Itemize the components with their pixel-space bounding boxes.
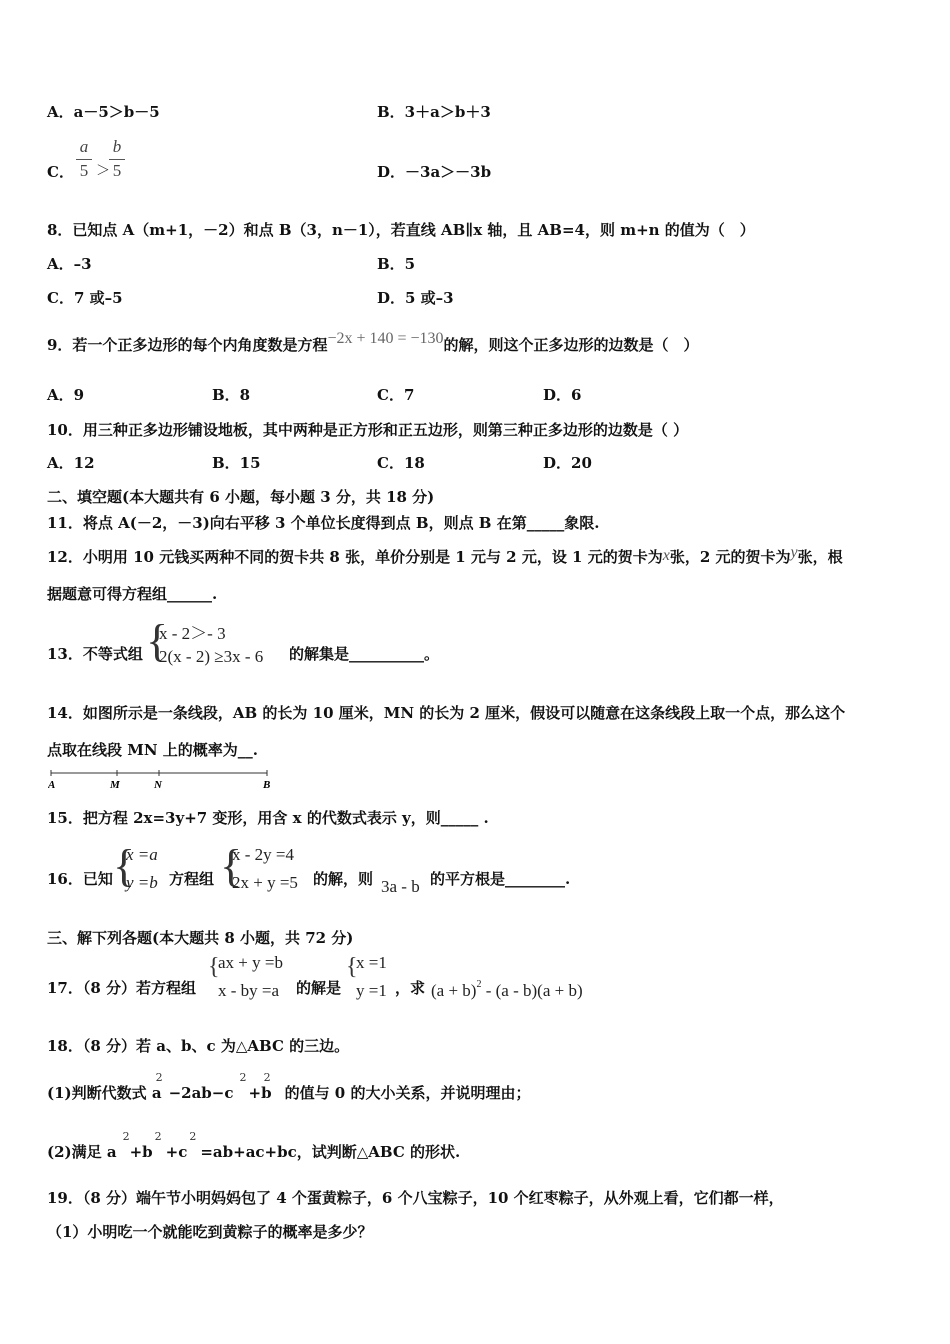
q17-sys1-eq1: ax + y =b [218, 953, 283, 972]
q7-c-numerator-1: a [79, 137, 89, 156]
q17-sys2-eq1: x =1 [356, 953, 387, 972]
q16-brace-1: { [113, 840, 136, 891]
q7-option-a: A．a－5＞b－5 [47, 103, 160, 121]
q18-p2-d: =ab+ac+bc，试判断△ABC 的形状. [200, 1143, 461, 1161]
q9-option-c: C．7 [377, 386, 415, 404]
q16-sys1-eq1: x =a [126, 845, 158, 864]
q18-p1-b: −2ab−c [168, 1084, 234, 1102]
q18-p1-a: (1)判断代数式 a [47, 1084, 162, 1102]
q16-sys1-eq2: y =b [126, 873, 158, 892]
q10-option-d: D．20 [543, 454, 592, 472]
q13-label: 13．不等式组 [47, 645, 143, 663]
q16-brace-2: { [220, 840, 243, 891]
q7-option-c-label: C． [47, 163, 74, 181]
q14-label-a: A [48, 779, 56, 790]
q15-stem: 15．把方程 2x=3y+7 变形，用含 x 的代数式表示 y，则_____ . [47, 809, 489, 827]
q12-line-1 [47, 544, 843, 568]
q7-c-operator: ＞ [96, 164, 110, 179]
q18-p1-d: 的值与 0 的大小关系，并说明理由； [284, 1084, 531, 1102]
q14-segment-figure [48, 768, 270, 790]
q19-part-1: （1）小明吃一个就能吃到黄粽子的概率是多少？ [47, 1223, 373, 1241]
q9-equation: −2x + 140 = −130 [327, 330, 444, 347]
q18-p1-c: +b [248, 1084, 272, 1102]
q16-mid: 方程组 [169, 870, 215, 888]
q9-option-d: D．6 [543, 386, 582, 404]
q17-expr-sup: 2 [476, 979, 482, 990]
q14-label-n: N [154, 779, 162, 790]
q18-p2-sup-2: 2 [154, 1130, 162, 1143]
q10-stem: 10．用三种正多边形铺设地板，其中两种是正方形和正五边形，则第三种正多边形的边数是（ ） [47, 421, 689, 439]
q8-option-a: A．–3 [47, 255, 92, 273]
q13-tail: 的解集是__________。 [289, 645, 440, 663]
q14-label-b: B [263, 779, 270, 790]
q17-expr-1: (a + b) [431, 981, 477, 1000]
q16-label: 16．已知 [47, 870, 113, 888]
q18-p2-sup-3: 2 [189, 1130, 197, 1143]
q12-line-2: 据题意可得方程组______. [47, 585, 218, 603]
q13-eq-2: 2(x - 2) ≥3x - 6 [159, 647, 264, 666]
q14-line-1: 14．如图所示是一条线段，AB 的长为 10 厘米，MN 的长为 2 厘米，假设可以随意在这条线段上取一个点，那么这个 [47, 704, 846, 722]
q12-var-x: x [662, 547, 670, 564]
q10-option-c: C．18 [377, 454, 425, 472]
q9-option-b: B．8 [212, 386, 251, 404]
q17-expr-2: - (a - b)(a + b) [481, 981, 583, 1000]
q17-brace-2: { [346, 954, 358, 980]
q16-mid-2: 的解，则 [313, 870, 374, 888]
q18-p2-b: +b [129, 1143, 153, 1161]
q12-line-1-a: 12．小明用 10 元钱买两种不同的贺卡共 8 张，单价分别是 1 元与 2 元，设 1 元的贺卡为 [47, 548, 663, 566]
q17-mid-2: ，求 [395, 979, 426, 997]
q14-segment-svg [48, 768, 270, 790]
section-3-heading: 三、解下列各题(本大题共 8 小题，共 72 分) [47, 929, 354, 947]
q18-p2-sup-1: 2 [122, 1130, 130, 1143]
q17-sys2-eq2: y =1 [356, 981, 387, 1000]
q7-c-fraction-bar-1 [76, 159, 92, 160]
q7-c-fraction-bar-2 [109, 159, 125, 160]
q17-expr [431, 981, 583, 1001]
q8-option-c: C．7 或–5 [47, 289, 123, 307]
q18-part-1 [47, 1071, 531, 1105]
q18-p1-sup-3: 2 [263, 1071, 271, 1084]
q7-option-b: B．3＋a＞b＋3 [377, 103, 491, 121]
q8-stem: 8．已知点 A（m+1，－2）和点 B（3，n－1），若直线 AB∥x 轴，且 AB=4，则 m+n 的值为（ ） [47, 221, 755, 239]
q17-mid: 的解是 [296, 979, 342, 997]
q7-c-denominator-2: 5 [112, 161, 122, 180]
q16-tail: 的平方根是________. [430, 870, 571, 888]
q7-option-d: D．－3a＞－3b [377, 163, 492, 181]
q9-stem [47, 330, 699, 356]
q9-option-a: A．9 [47, 386, 85, 404]
q7-c-numerator-2: b [112, 137, 122, 156]
q12-var-y: y [790, 544, 798, 561]
q16-sys2-eq2: 2x + y =5 [232, 873, 298, 892]
q12-line-1-c: 张，根 [797, 548, 843, 566]
section-2-heading: 二、填空题(本大题共有 6 小题，每小题 3 分，共 18 分) [47, 488, 435, 506]
q18-p2-a: (2)满足 a [47, 1143, 117, 1161]
q17-label: 17．（8 分）若方程组 [47, 979, 197, 997]
q8-option-d: D．5 或–3 [377, 289, 454, 307]
q14-line-2: 点取在线段 MN 上的概率为__. [47, 741, 258, 759]
q11-stem: 11．将点 A(－2，－3)向右平移 3 个单位长度得到点 B，则点 B 在第_____象限. [47, 514, 600, 532]
q18-p1-sup-2: 2 [239, 1071, 247, 1084]
q18-p2-c: +c [165, 1143, 188, 1161]
q19-stem: 19．（8 分）端午节小明妈妈包了 4 个蛋黄粽子，6 个八宝粽子，10 个红枣粽子，从外观上看，它们都一样， [47, 1189, 784, 1207]
q10-option-a: A．12 [47, 454, 95, 472]
q18-p1-sup-1: 2 [155, 1071, 163, 1084]
q16-sys2-eq1: x - 2y =4 [232, 845, 294, 864]
q13-eq-1: x - 2＞- 3 [159, 624, 226, 643]
q8-option-b: B．5 [377, 255, 416, 273]
q9-stem-suffix: 的解，则这个正多边形的边数是（ ） [443, 336, 699, 354]
q16-expr: 3a - b [381, 877, 420, 896]
q10-option-b: B．15 [212, 454, 261, 472]
q9-stem-prefix: 9．若一个正多边形的每个内角度数是方程 [47, 336, 328, 354]
q12-line-1-b: 张，2 元的贺卡为 [669, 548, 791, 566]
q18-stem: 18．（8 分）若 a、b、c 为△ABC 的三边。 [47, 1037, 350, 1055]
q7-c-denominator-1: 5 [79, 161, 89, 180]
q14-label-m: M [110, 779, 120, 790]
q17-sys1-eq2: x - by =a [218, 981, 280, 1000]
q13-brace: { [146, 615, 169, 666]
q17-brace-1: { [208, 954, 220, 980]
q18-part-2 [47, 1130, 461, 1164]
